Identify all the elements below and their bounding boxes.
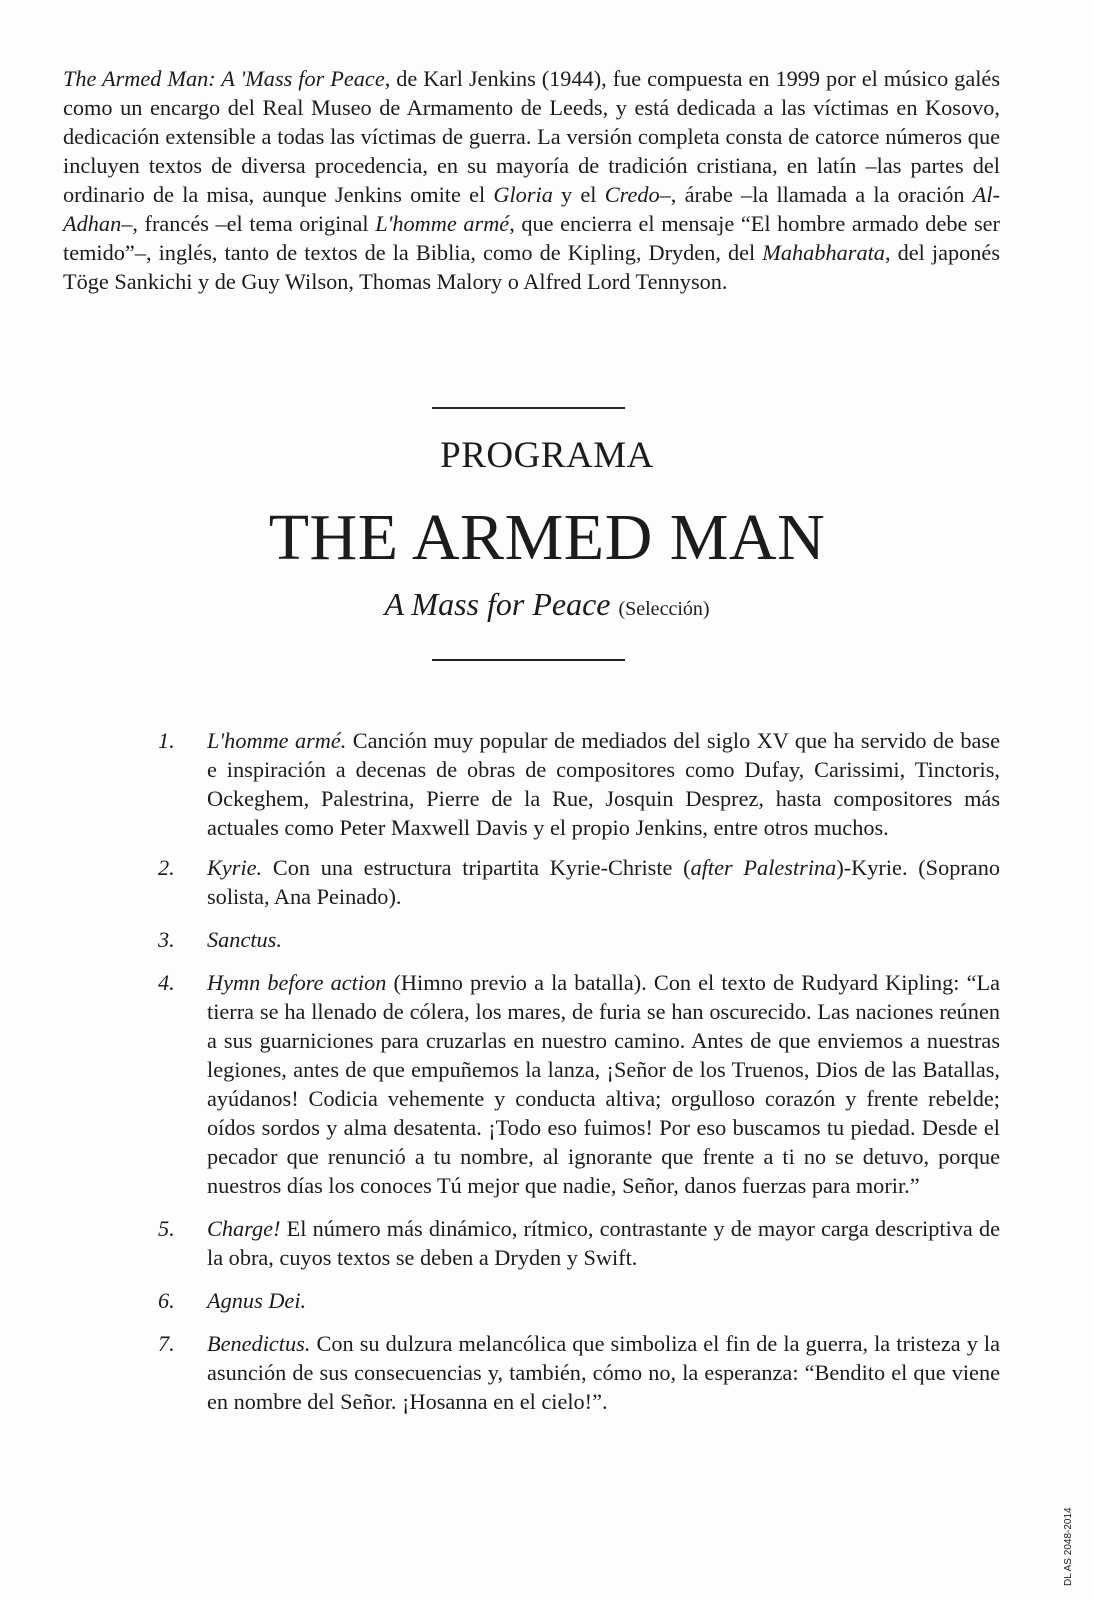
item-title: Sanctus. xyxy=(207,927,282,952)
item-number: 4. xyxy=(158,970,175,995)
item-text: (Himno previo a la batalla). Con el texto de Rudyard Kipling: “La tierra se ha llenado de cólera, los mares, de furia se han oscurecido. Las naciones reúnen a sus guarniciones para cruzarlas en nuestro camino. Antes de que enviemos a nuestras legiones, antes de que empuñemos la lanza, ¡Señor de los Truenos, Dios de las Batallas, ayúdanos! Codicia vehemente y conducta altiva; orgulloso corazón y frente rebelde; oídos sordos y alma desatenta. ¡Todo eso fuimos! Por eso buscamos tu piedad. Desde el pecador que renunció a tu nombre, al ignorante que frente a ti no se detuvo, porque nuestros días los conoces Tú mejor que nadie, Señor, danos fuerzas para morir.” xyxy=(207,970,1001,1198)
item-title: Benedictus. xyxy=(207,1331,311,1356)
subtitle xyxy=(0,586,1094,623)
work-title: The Armed Man: A 'Mass for Peace xyxy=(63,66,385,91)
program-item xyxy=(155,726,1000,842)
intro-text: , que encierra el mensaje “El hombre armado debe ser temido”–, inglés, tanto de textos de la Biblia, como de Kipling, Dryden, del xyxy=(63,211,1000,265)
main-title: THE ARMED MAN xyxy=(268,501,826,574)
item-title: L'homme armé. xyxy=(207,728,347,753)
program-item xyxy=(155,1329,1000,1416)
intro-text: –, árabe –la llamada a la oración xyxy=(659,182,973,207)
mahabharata-title: Mahabharata xyxy=(762,240,885,265)
subtitle-title: A Mass for Peace xyxy=(384,586,611,622)
credo-title: Credo xyxy=(604,182,660,207)
item-number: 5. xyxy=(158,1216,175,1241)
program-item xyxy=(155,1286,1000,1315)
subtitle-note: (Selección) xyxy=(618,598,710,620)
program-item xyxy=(155,968,1000,1200)
item-text: Canción muy popular de mediados del siglo XV que ha servido de base e inspiración a decenas de obras de compositores como Dufay, Carissimi, Tinctoris, Ockeghem, Palestrina, Pierre de la Rue, Josquin Desprez, hasta compositores más actuales como Peter Maxwell Davis y el propio Jenkins, entre otros muchos. xyxy=(207,728,1000,840)
item-number: 6. xyxy=(158,1288,175,1313)
item-number: 3. xyxy=(158,927,175,952)
intro-text: , del japonés Töge Sankichi y de Guy Wilson, Thomas Malory o Alfred Lord Tennyson. xyxy=(63,240,1000,294)
intro-text: y el xyxy=(552,182,605,207)
divider-bottom xyxy=(432,659,625,661)
item-title: Kyrie. xyxy=(207,855,263,880)
item-italic: after Palestrina xyxy=(690,855,837,880)
item-text: El número más dinámico, rítmico, contrastante y de mayor carga descriptiva de la obra, cuyos textos se deben a Dryden y Swift. xyxy=(207,1216,1000,1270)
item-number: 7. xyxy=(158,1331,175,1356)
item-number: 1. xyxy=(158,728,175,753)
program-item xyxy=(155,925,1000,954)
legal-deposit: DL AS 2048-2014 xyxy=(1063,1507,1074,1586)
lhomme-arme-title: L'homme armé xyxy=(375,211,510,236)
item-number: 2. xyxy=(158,855,175,880)
item-title: Agnus Dei. xyxy=(207,1288,307,1313)
item-title: Hymn before action xyxy=(207,970,387,995)
intro-text: –, francés –el tema original xyxy=(121,211,376,236)
item-text: )-Kyrie. (Soprano solista, Ana Peinado). xyxy=(207,855,1000,909)
item-text: Con una estructura tripartita Kyrie-Christe ( xyxy=(262,855,691,880)
program-item xyxy=(155,853,1000,911)
program-list xyxy=(155,726,1000,1430)
al-adhan-title: Al-Adhan xyxy=(63,182,1000,236)
item-text: Con su dulzura melancólica que simboliza el fin de la guerra, la tristeza y la asunción de sus consecuencias y, también, cómo no, la esperanza: “Bendito el que viene en nombre del Señor. ¡Hosanna en el cielo!”. xyxy=(207,1331,1000,1414)
item-title: Charge! xyxy=(207,1216,281,1241)
programa-heading: PROGRAMA xyxy=(440,435,654,476)
program-item xyxy=(155,1214,1000,1272)
intro-text: , de Karl Jenkins (1944), fue compuesta en 1999 por el músico galés como un encargo del Real Museo de Armamento de Leeds, y está dedicada a las víctimas en Kosovo, dedicación extensible a todas las víctimas de guerra. La versión completa consta de catorce números que incluyen textos de diversa procedencia, en su mayoría de tradición cristiana, en latín –las partes del ordinario de la misa, aunque Jenkins omite el xyxy=(63,66,1000,207)
intro-paragraph xyxy=(63,64,1000,296)
gloria-title: Gloria xyxy=(493,182,553,207)
divider-top xyxy=(432,407,625,409)
